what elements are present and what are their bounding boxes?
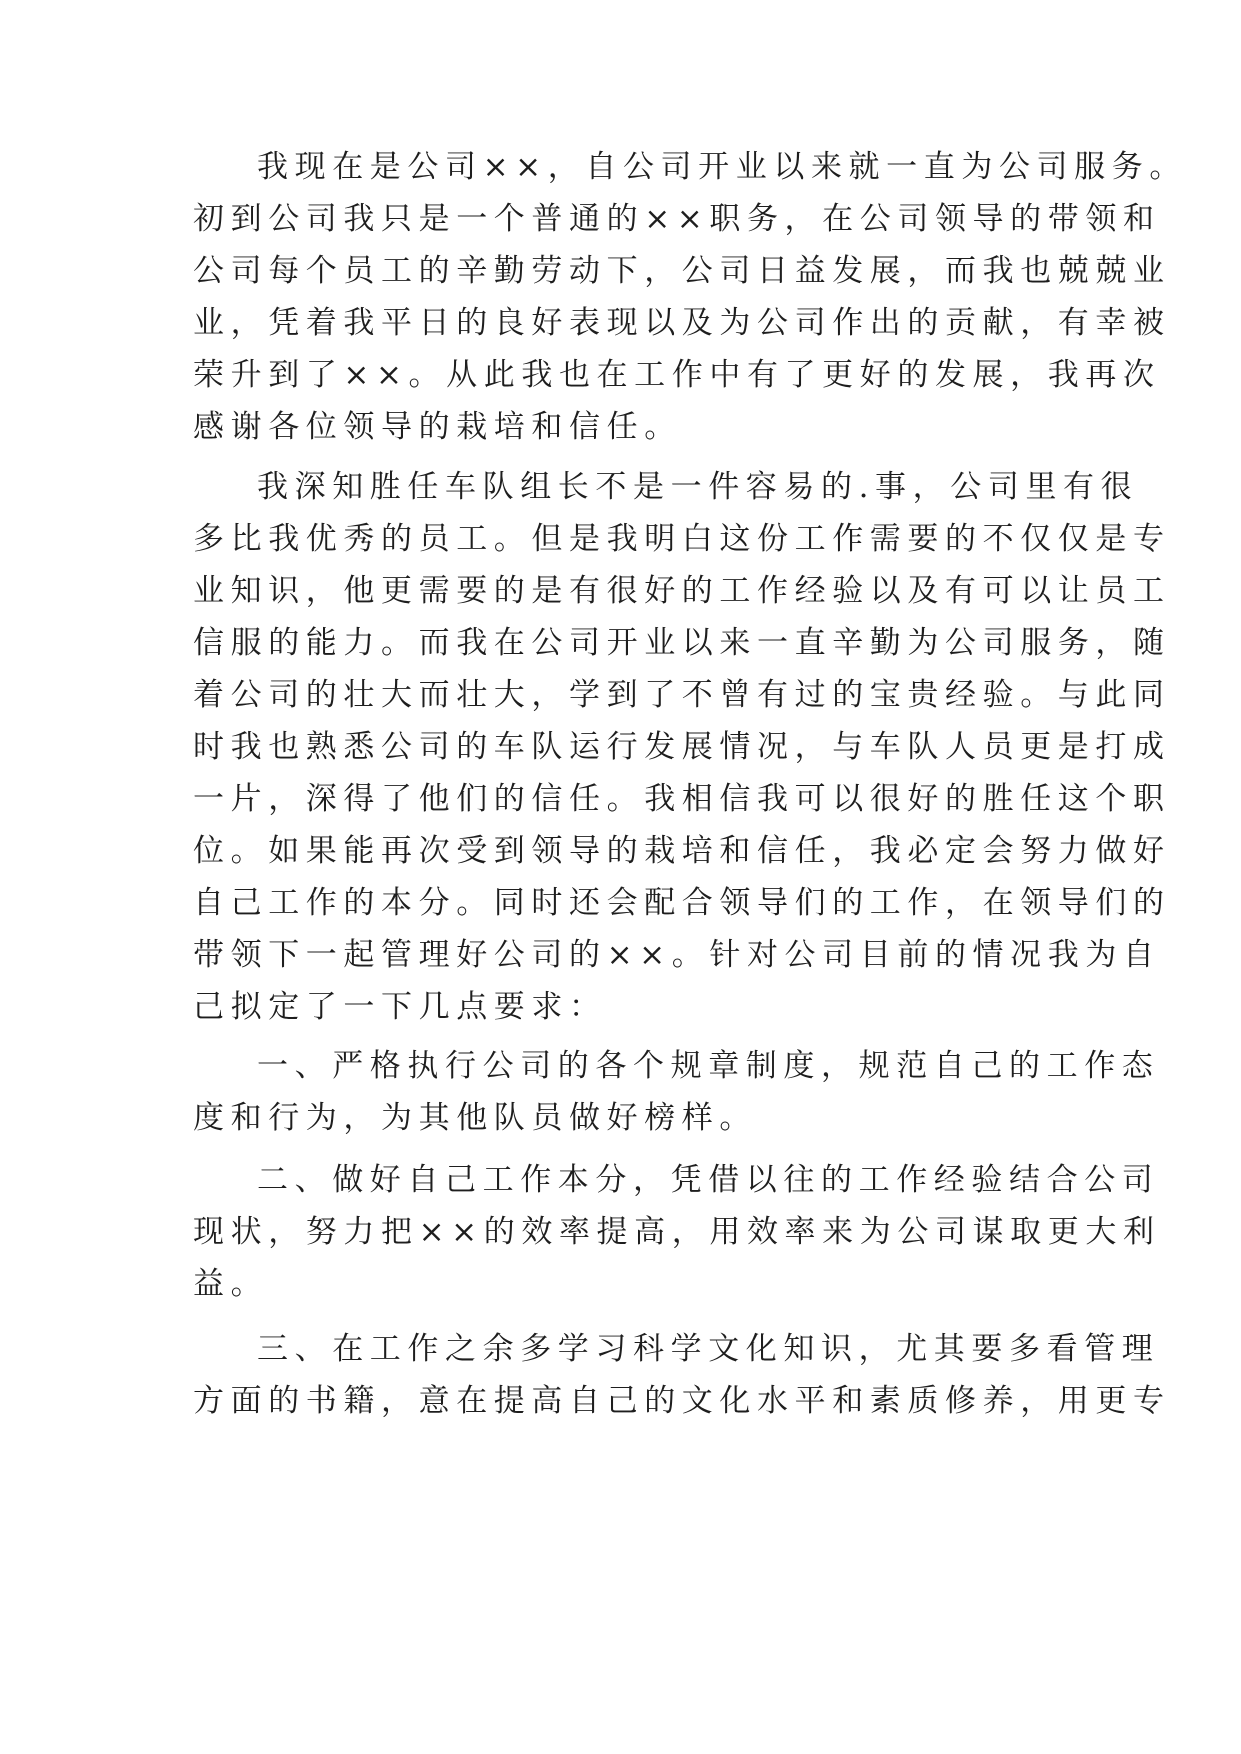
paragraph-1-line-1: 我现在是公司××，自公司开业以来就一直为公司服务。 xyxy=(257,149,1187,185)
paragraph-2-line-8: 位。如果能再次受到领导的栽培和信任，我必定会努力做好 xyxy=(193,833,1171,869)
paragraph-2-line-3: 业知识，他更需要的是有很好的工作经验以及有可以让员工 xyxy=(193,573,1171,609)
paragraph-1-line-4: 业，凭着我平日的良好表现以及为公司作出的贡献，有幸被 xyxy=(193,305,1171,341)
paragraph-5-line-2: 方面的书籍，意在提高自己的文化水平和素质修养，用更专 xyxy=(193,1383,1171,1419)
paragraph-2-line-4: 信服的能力。而我在公司开业以来一直辛勤为公司服务，随 xyxy=(193,625,1171,661)
paragraph-2-line-5: 着公司的壮大而壮大，学到了不曾有过的宝贵经验。与此同 xyxy=(193,677,1171,713)
paragraph-1-line-6: 感谢各位领导的栽培和信任。 xyxy=(193,409,682,445)
paragraph-5-line-1: 三、在工作之余多学习科学文化知识，尤其要多看管理 xyxy=(257,1331,1160,1367)
paragraph-2-line-1: 我深知胜任车队组长不是一件容易的.事，公司里有很 xyxy=(257,469,1139,505)
paragraph-2-line-11: 己拟定了一下几点要求： xyxy=(193,989,607,1025)
paragraph-4-line-3: 益。 xyxy=(193,1266,269,1302)
paragraph-4-line-2: 现状，努力把××的效率提高，用效率来为公司谋取更大利 xyxy=(193,1214,1161,1250)
paragraph-2-line-10: 带领下一起管理好公司的××。针对公司目前的情况我为自 xyxy=(193,937,1161,973)
paragraph-2-line-6: 时我也熟悉公司的车队运行发展情况，与车队人员更是打成 xyxy=(193,729,1171,765)
paragraph-1-line-5: 荣升到了××。从此我也在工作中有了更好的发展，我再次 xyxy=(193,357,1161,393)
paragraph-1-line-3: 公司每个员工的辛勤劳动下，公司日益发展，而我也兢兢业 xyxy=(193,253,1171,289)
paragraph-2-line-9: 自己工作的本分。同时还会配合领导们的工作，在领导们的 xyxy=(193,885,1171,921)
paragraph-3-line-2: 度和行为，为其他队员做好榜样。 xyxy=(193,1100,757,1136)
paragraph-2-line-2: 多比我优秀的员工。但是我明白这份工作需要的不仅仅是专 xyxy=(193,521,1171,557)
paragraph-3-line-1: 一、严格执行公司的各个规章制度，规范自己的工作态 xyxy=(257,1048,1160,1084)
paragraph-2-line-7: 一片，深得了他们的信任。我相信我可以很好的胜任这个职 xyxy=(193,781,1171,817)
paragraph-4-line-1: 二、做好自己工作本分，凭借以往的工作经验结合公司 xyxy=(257,1162,1160,1198)
paragraph-1-line-2: 初到公司我只是一个普通的××职务，在公司领导的带领和 xyxy=(193,201,1161,237)
